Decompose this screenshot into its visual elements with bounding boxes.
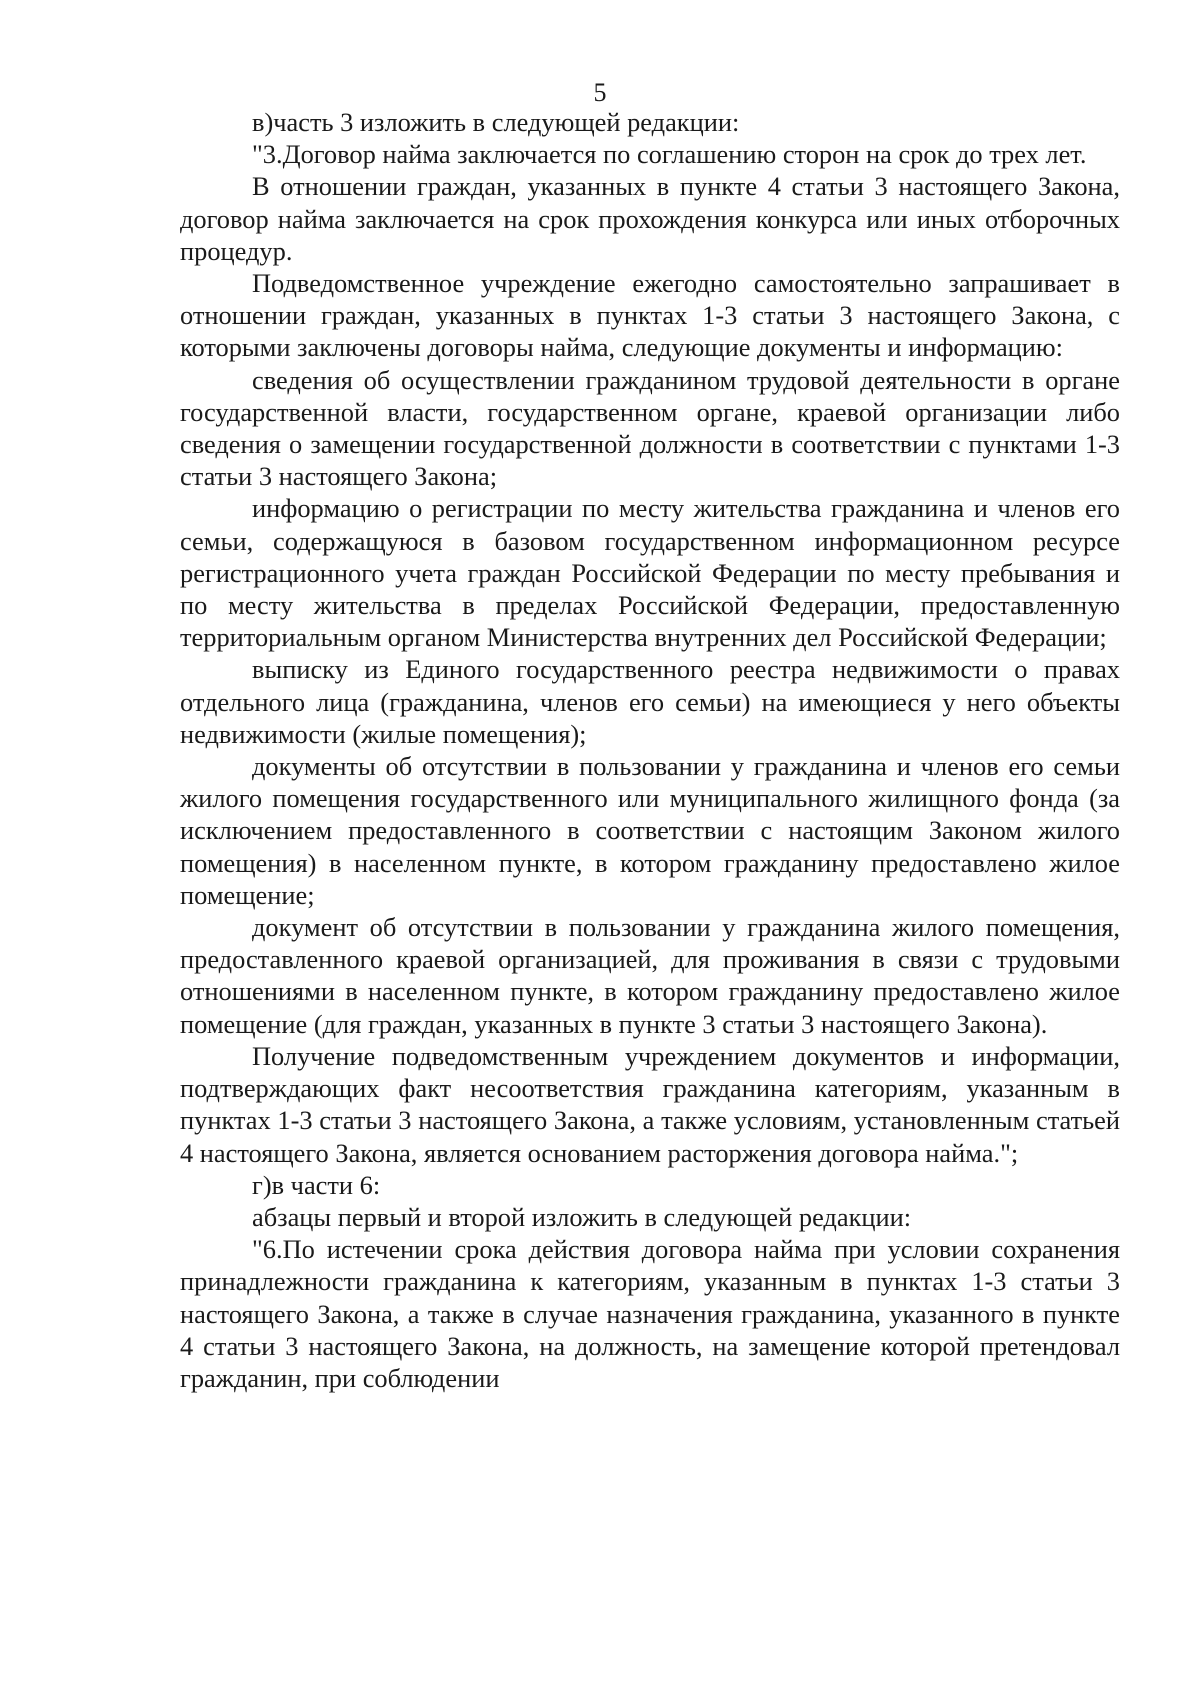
paragraph-first-second-abzats: абзацы первый и второй изложить в следующей редакции:	[252, 1201, 912, 1232]
paragraph-no-state-housing: документы об отсутствии в пользовании у гражданина и членов его семьи жилого помещения государственного или муниципального жилищного фонда (за исключением предоставленного в соответствии с настоящим Законом жилого помещения) в населенном пункте, в котором гражданину предоставлено жилое помещение;	[180, 751, 1120, 910]
paragraph-amendment-part-3: в)часть 3 изложить в следующей редакции:	[252, 107, 740, 137]
page-number: 5	[593, 78, 607, 107]
paragraph-annual-request: Подведомственное учреждение ежегодно самостоятельно запрашивает в отношении граждан, указанных в пунктах 1-3 статьи 3 настоящего Закона, с которыми заключены договоры найма, следующие документы и информацию:	[180, 268, 1120, 363]
paragraph-lease-expiry: "6.По истечении срока действия договора найма при условии сохранения принадлежности гражданина к категориям, указанным в пунктах 1-3 статьи 3 настоящего Закона, а также в случае назначения гражданина, указанного в пункте 4 статьи 3 настоящего Закона, на должность, на замещение которой претендовал гражданин, при соблюдении	[180, 1234, 1120, 1393]
paragraph-termination-basis: Получение подведомственным учреждением документов и информации, подтверждающих факт несоответствия гражданина категориям, указанным в пунктах 1-3 статьи 3 настоящего Закона, а также условиям, установленным статьей 4 настоящего Закона, является основанием расторжения договора найма.";	[180, 1040, 1120, 1168]
paragraph-employment-info: сведения об осуществлении гражданином трудовой деятельности в органе государственной власти, государственном органе, краевой организации либо сведения о замещении государственной должности в соответствии с пунктами 1-3 статьи 3 настоящего Закона;	[180, 364, 1120, 492]
paragraph-amendment-part-6: г)в части 6:	[252, 1169, 381, 1200]
paragraph-no-regional-housing: документ об отсутствии в пользовании у гражданина жилого помещения, предоставленного краевой организацией, для проживания в связи с трудовыми отношениями в населенном пункте, в котором гражданину предоставлено жилое помещение (для граждан, указанных в пункте 3 статьи 3 настоящего Закона).	[180, 912, 1120, 1039]
document-body	[180, 106, 1120, 1394]
paragraph-item-4-term: В отношении граждан, указанных в пункте 4 статьи 3 настоящего Закона, договор найма заключается на срок прохождения конкурса или иных отборочных процедур.	[180, 171, 1120, 266]
paragraph-lease-term: "3.Договор найма заключается по соглашению сторон на срок до трех лет.	[252, 139, 1087, 170]
paragraph-registration-info: информацию о регистрации по месту жительства гражданина и членов его семьи, содержащуюся в базовом государственном информационном ресурсе регистрационного учета граждан Российской Федерации по месту пребывания и по месту жительства в пределах Российской Федерации, предоставленную территориальным органом Министерства внутренних дел Российской Федерации;	[180, 493, 1120, 653]
paragraph-property-extract: выписку из Единого государственного реестра недвижимости о правах отдельного лица (гражданина, членов его семьи) на имеющиеся у него объекты недвижимости (жилые помещения);	[180, 654, 1120, 749]
